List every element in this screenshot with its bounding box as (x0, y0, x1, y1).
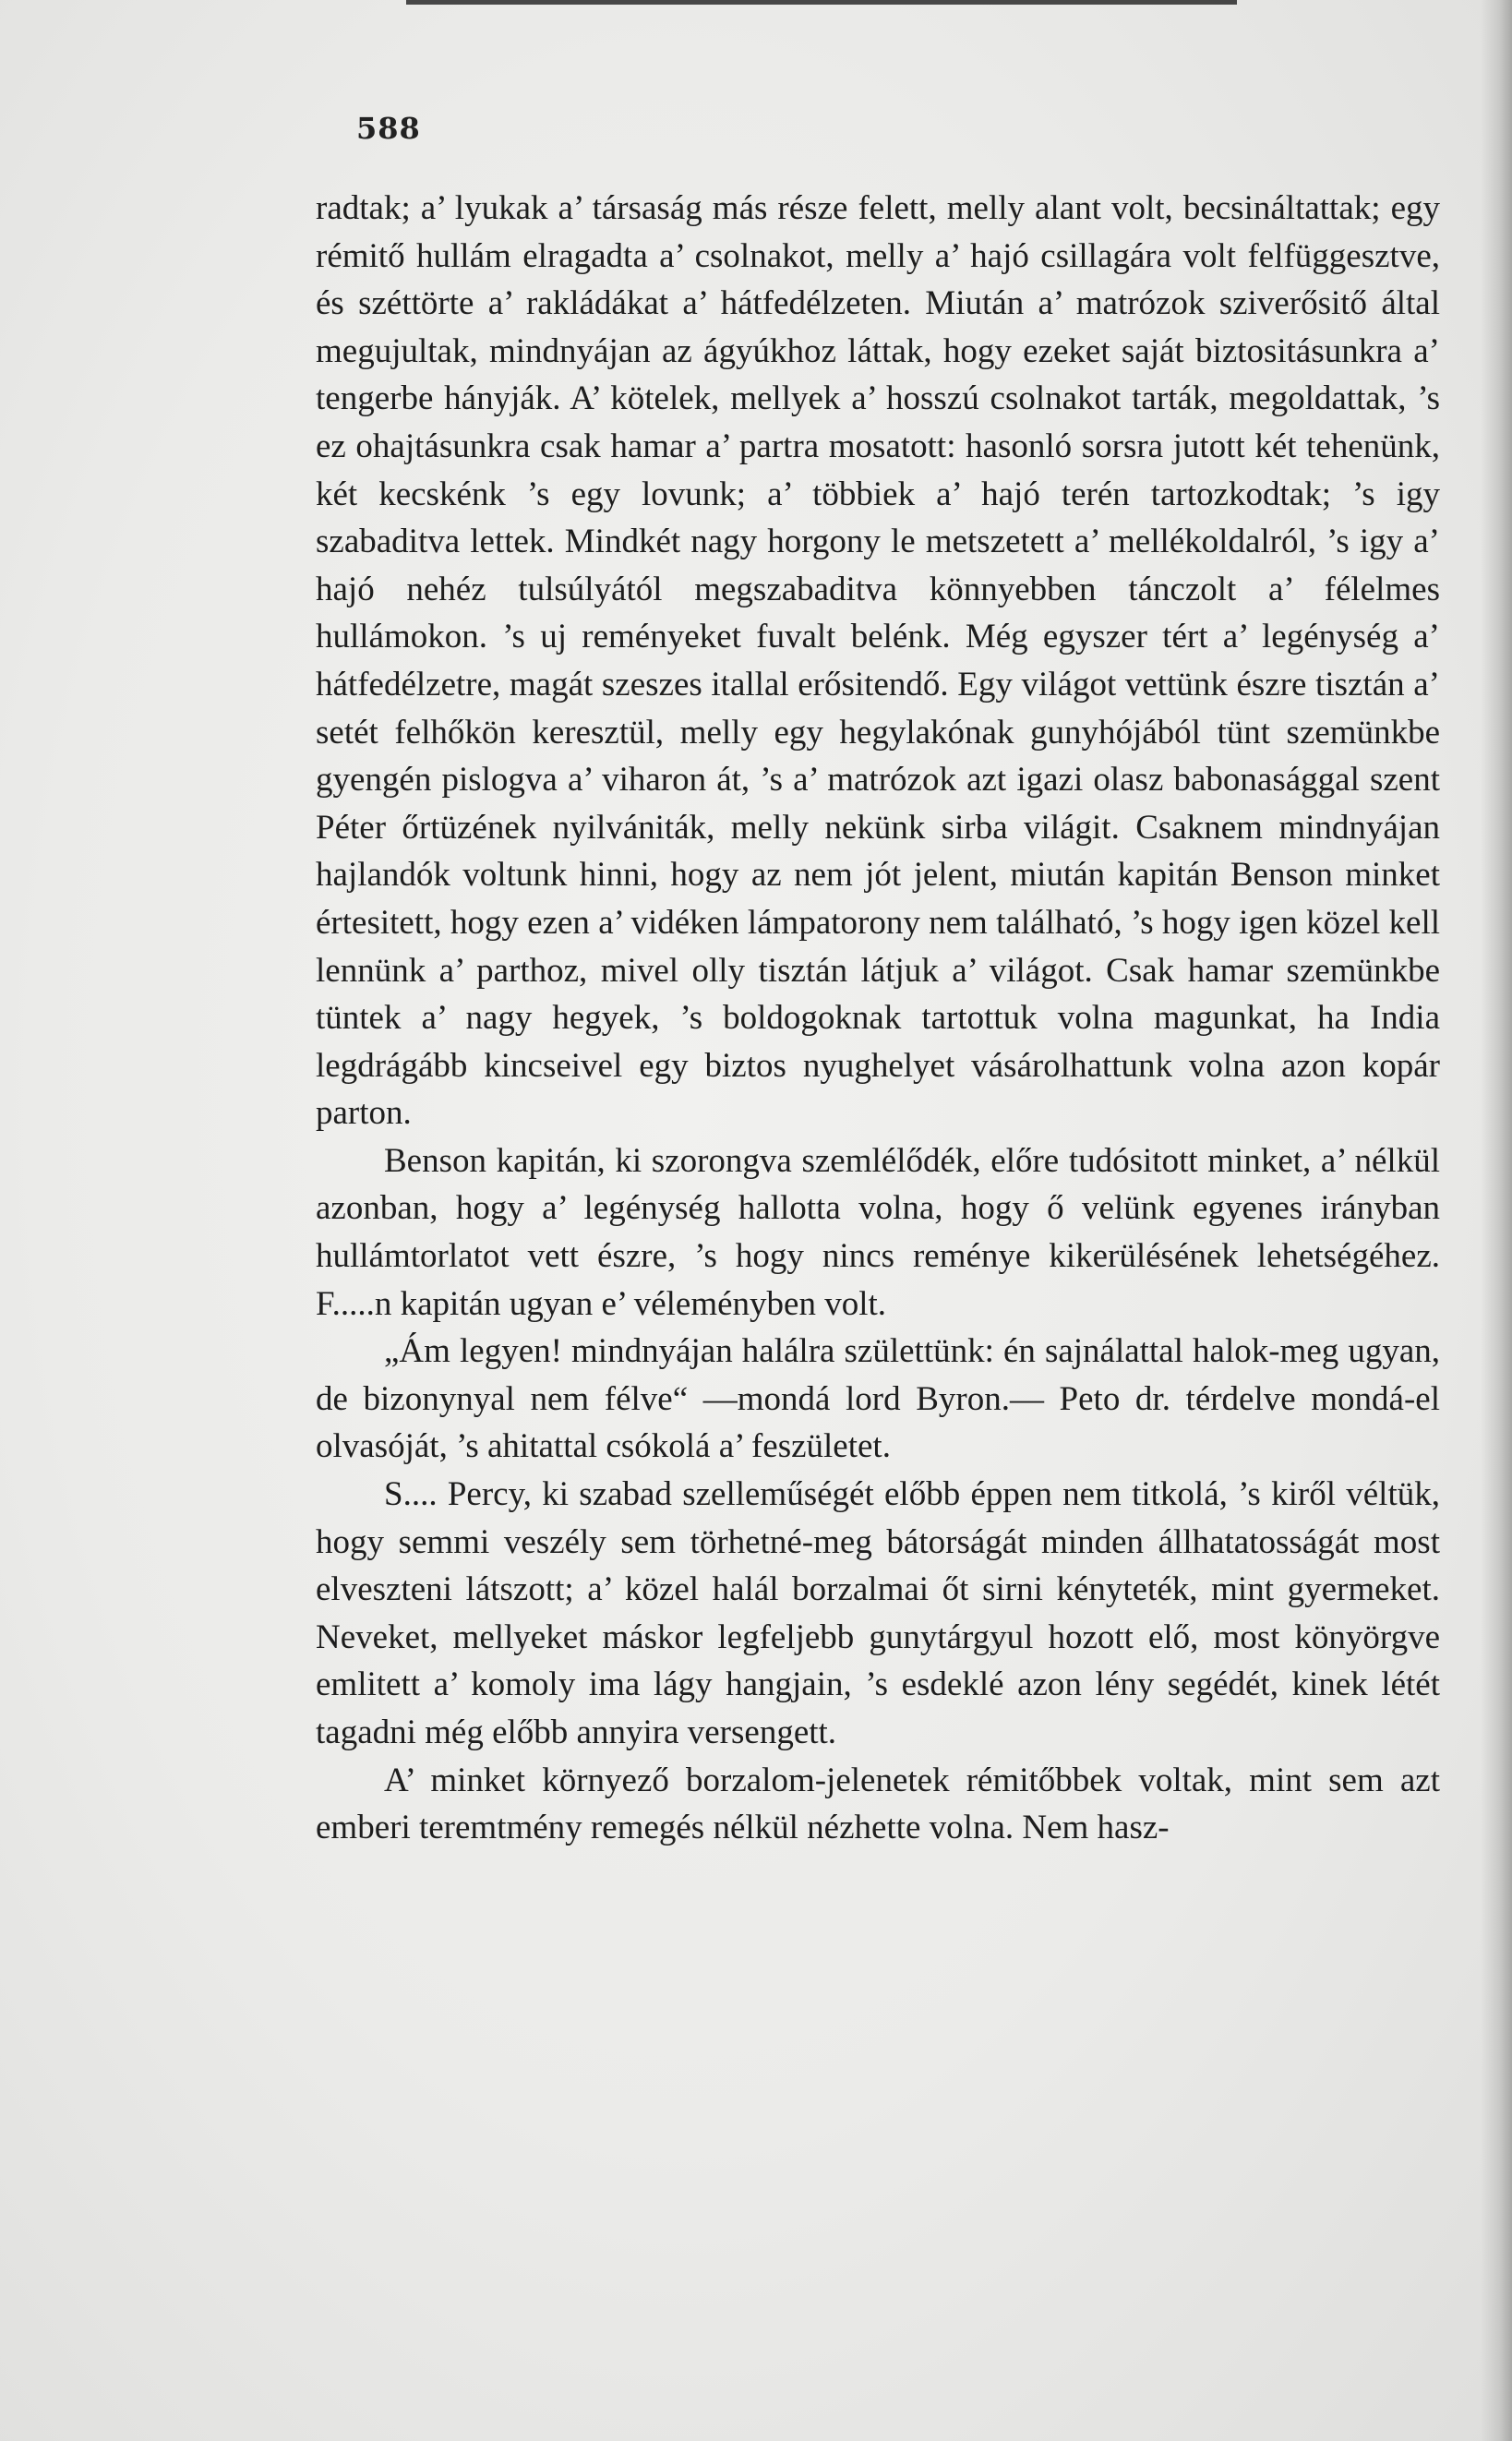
page-edge-shadow (1481, 0, 1512, 2441)
top-edge-rule (406, 0, 1237, 5)
paragraph-1: radtak; a’ lyukak a’ társaság más része felett, melly alant volt, becsináltattak; egy rémitő hullám elragadta a’ csolnakot, melly a’ hajó csillagára volt felfüggesztve, és széttörte a’ rakládákat a’ hátfedélzeten. Miután a’ matrózok sziverősitő által megujultak, mindnyájan az ágyúkhoz láttak, hogy ezeket saját biztositásunkra a’ tengerbe hányják. A’ kötelek, mellyek a’ hosszú csolnakot tarták, megoldattak, ’s ez ohajtásunkra csak hamar a’ partra mosatott: hasonló sorsra jutott két tehenünk, két kecskénk ’s egy lovunk; a’ többiek a’ hajó terén tartozkodtak; ’s igy szabaditva lettek. Mindkét nagy horgony le metszetett a’ mellékoldalról, ’s igy a’ hajó nehéz tulsúlyától megszabaditva könnyebben tánczolt a’ félelmes hullámokon. ’s uj reményeket fuvalt belénk. Még egyszer tért a’ legénység a’ hátfedélzetre, magát szeszes itallal erősitendő. Egy világot vettünk észre tisztán a’ setét felhőkön keresztül, melly egy hegylakónak gunyhójából tünt szemünkbe gyengén pislogva a’ viharon át, ’s a’ matrózok azt igazi olasz babonasággal szent Péter őrtüzének nyilvániták, melly nekünk sirba világit. Csaknem mindnyájan hajlandók voltunk hinni, hogy az nem jót jelent, miután kapitán Benson minket értesitett, hogy ezen a’ vidéken lámpatorony nem található, ’s hogy igen közel kell lennünk a’ parthoz, mivel olly tisztán látjuk a’ világot. Csak hamar szemünkbe tüntek a’ nagy hegyek, ’s boldogoknak tartottuk volna magunkat, ha India legdrágább kincseivel egy biztos nyughelyet vásárolhattunk volna azon kopár parton. (316, 189, 1440, 1133)
paragraph-2: Benson kapitán, ki szorongva szemlélődék, előre tudósitott minket, a’ nélkül azonban, hogy a’ legénység hallotta volna, hogy ő velünk egyenes irányban hullámtorlatot vett észre, ’s hogy nincs reménye kikerülésének lehetségéhez. F.....n kapitán ugyan e’ véleményben volt. (316, 1141, 1440, 1323)
paragraph-4: S.... Percy, ki szabad szelleműségét előbb éppen nem titkolá, ’s kiről véltük, hogy semmi veszély sem törhetné-meg bátorságát minden állhatatosságát most elveszteni látszott; a’ közel halál borzalmai őt sirni kényteték, mint gyermeket. Neveket, mellyeket máskor legfeljebb gunytárgyul hozott elő, most könyörgve emlitett a’ komoly ima lágy hangjain, ’s esdeklé azon lény segédét, kinek létét tagadni még előbb annyira versengett. (316, 1475, 1440, 1751)
paragraph-3: „Ám legyen! mindnyájan halálra születtünk: én sajnálattal halok-meg ugyan, de bizonynyal nem félve“ —mondá lord Byron.— Peto dr. térdelve mondá-el olvasóját, ’s ahitattal csókolá a’ feszületet. (316, 1332, 1440, 1466)
paragraph-5: A’ minket környező borzalom-jelenetek rémitőbbek voltak, mint sem azt emberi teremtmény remegés nélkül nézhette volna. Nem hasz- (316, 1761, 1440, 1847)
page-number: 588 (356, 111, 421, 146)
body-text (316, 185, 1440, 1852)
